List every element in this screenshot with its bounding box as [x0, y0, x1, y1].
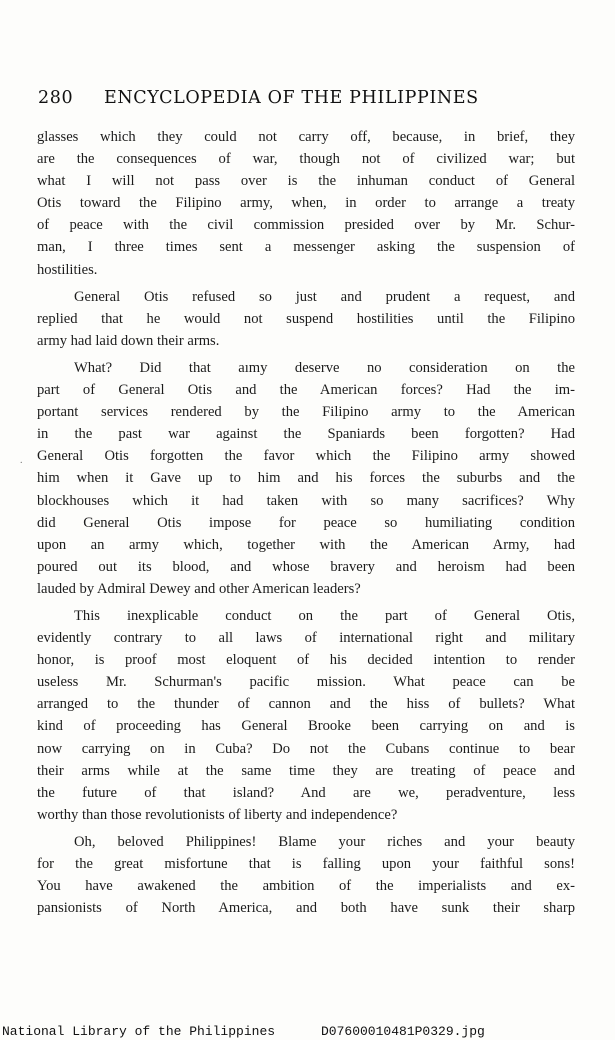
text-line: arranged to the thunder of cannon and the hiss of bullets? What — [37, 696, 575, 713]
text-line: upon an army which, together with the American Army, had — [37, 536, 575, 553]
text-line: lauded by Admiral Dewey and other American leaders? — [37, 580, 361, 597]
text-line: for the great misfortune that is falling upon your faithful sons! — [37, 856, 575, 872]
text-line: blockhouses which it had taken with so many sacrifices? Why — [37, 492, 575, 509]
footer-filename: D07600010481P0329.jpg — [321, 1024, 485, 1039]
paragraph — [37, 126, 575, 281]
text-line: General Otis forgotten the favor which the Filipino army showed — [37, 448, 575, 465]
text-line: honor, is proof most eloquent of his decided intention to render — [37, 652, 575, 669]
footer-source: National Library of the Philippines — [2, 1024, 276, 1039]
running-header — [38, 88, 578, 108]
text-line: their arms while at the same time they are treating of peace and — [37, 762, 575, 779]
paragraph — [37, 286, 575, 352]
text-line: You have awakened the ambition of the imperialists and ex- — [37, 878, 575, 895]
body-text — [37, 126, 575, 924]
text-line: This inexplicable conduct on the part of General Otis, — [74, 607, 575, 624]
page-number: 280 — [38, 88, 74, 108]
text-line: useless Mr. Schurman's pacific mission. What peace can be — [37, 674, 575, 691]
text-line: worthy than those revolutionists of liberty and independence? — [37, 806, 398, 823]
margin-mark: . — [20, 455, 23, 466]
paragraph — [37, 357, 575, 600]
text-line: of peace with the civil commission presided over by Mr. Schur- — [37, 217, 575, 234]
text-line: kind of proceeding has General Brooke been carrying on and is — [37, 718, 575, 735]
text-line: in the past war against the Spaniards been forgotten? Had — [37, 426, 575, 443]
text-line: man, I three times sent a messenger asking the suspension of — [37, 239, 575, 256]
paragraph — [37, 831, 575, 919]
text-line: portant services rendered by the Filipino army to the American — [37, 404, 575, 421]
text-line: Otis toward the Filipino army, when, in order to arrange a treaty — [37, 195, 575, 212]
text-line: him when it Gave up to him and his forces the suburbs and the — [37, 470, 575, 487]
paragraph — [37, 605, 575, 826]
text-line: the future of that island? And are we, peradventure, less — [37, 784, 575, 801]
text-line: army had laid down their arms. — [37, 332, 220, 349]
text-line: What? Did that aımy deserve no consideration on the — [74, 359, 575, 376]
text-line: are the consequences of war, though not of civilized war; but — [37, 151, 575, 168]
running-title: ENCYCLOPEDIA OF THE PHILIPPINES — [104, 88, 479, 108]
text-line: now carrying on in Cuba? Do not the Cubans continue to bear — [37, 740, 575, 757]
text-line: did General Otis impose for peace so humiliating condition — [37, 514, 575, 531]
text-line: replied that he would not suspend hostilities until the Filipino — [37, 310, 575, 327]
text-line: what I will not pass over is the inhuman conduct of General — [37, 173, 575, 190]
text-line: General Otis refused so just and prudent a request, and — [74, 288, 575, 305]
text-line: Oh, beloved Philippines! Blame your riches and your beauty — [74, 833, 575, 850]
text-line: poured out its blood, and whose bravery and heroism had been — [37, 558, 575, 575]
text-line: glasses which they could not carry off, because, in brief, they — [37, 129, 575, 145]
text-line: hostilities. — [37, 261, 98, 278]
text-line: pansionists of North America, and both have sunk their sharp — [37, 900, 575, 917]
text-line: evidently contrary to all laws of international right and military — [37, 630, 575, 647]
text-line: part of General Otis and the American forces? Had the im- — [37, 382, 575, 399]
